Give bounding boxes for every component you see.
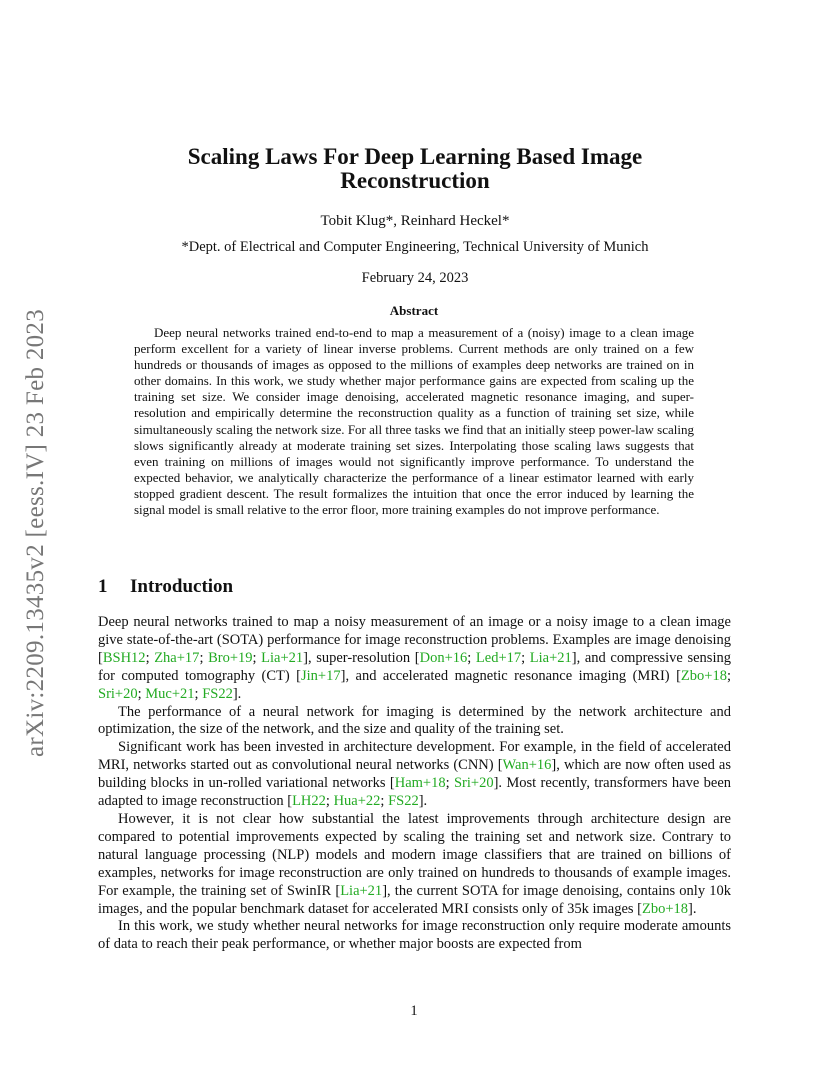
paragraph-3 [98, 739, 731, 811]
text-run: ], super-resolution [ [303, 649, 420, 666]
section-title: Introduction [130, 576, 234, 597]
citation-link[interactable]: Don+16 [419, 649, 468, 666]
citation-link[interactable]: Hua+22 [333, 793, 381, 810]
text-run: ], and compressive sensing for computed tomography (CT) [ [98, 649, 731, 684]
title-line-2: Reconstruction [340, 168, 490, 193]
citation-link[interactable]: LH22 [292, 793, 326, 810]
section-number: 1 [98, 576, 108, 597]
title-line-1: Scaling Laws For Deep Learning Based Image [187, 144, 643, 169]
citation-link[interactable]: Led+17 [475, 649, 522, 666]
publication-date: February 24, 2023 [361, 270, 469, 286]
text-run: Deep neural networks trained to map a noisy measurement of an image or a noisy image to a clean image give state-of-the-art (SOTA) performance for image reconstruction problems. Examples are image denoising [ [98, 614, 731, 666]
separator: ; [445, 775, 454, 792]
text-run: ]. [688, 900, 697, 917]
text-run: ]. Most recently, transformers have been adapted to image reconstruction [ [98, 775, 732, 810]
separator: ; [194, 685, 203, 702]
text-run: ]. [418, 793, 428, 810]
text-run: ], which are now often used as building blocks in un-rolled variational networks [ [98, 757, 732, 792]
citation-link[interactable]: Lia+21 [340, 882, 383, 899]
abstract-heading: Abstract [389, 303, 439, 318]
title-block [100, 145, 730, 287]
citation-link[interactable]: Zbo+18 [680, 667, 727, 684]
separator: ; [145, 649, 155, 666]
separator: ; [199, 649, 209, 666]
separator: ; [467, 649, 476, 666]
affiliation: *Dept. of Electrical and Computer Engineering, Technical University of Munich [181, 239, 649, 255]
page-number: 1 [410, 1003, 418, 1019]
separator: ; [252, 649, 262, 666]
paragraph-5: In this work, we study whether neural networks for image reconstruction only require moderate amounts of data to reach their peak performance, or whether major boosts are expected from [98, 918, 731, 953]
paragraph-2: The performance of a neural network for imaging is determined by the network architecture and optimization, the size of the network, and the size and quality of the training set. [98, 703, 731, 738]
citation-link[interactable]: Muc+21 [145, 685, 195, 702]
arxiv-identifier: arXiv:2209.13435v2 [eess.IV] 23 Feb 2023 [22, 308, 50, 758]
separator: ; [521, 649, 530, 666]
citation-link[interactable]: FS22 [202, 685, 233, 702]
citation-link[interactable]: FS22 [388, 793, 419, 810]
citation-link[interactable]: Sri+20 [98, 685, 138, 702]
citation-link[interactable]: Zbo+18 [641, 900, 689, 917]
citation-link[interactable]: Lia+21 [529, 649, 572, 666]
arxiv-sidebar-stamp [16, 288, 56, 778]
section-heading-introduction [98, 576, 233, 598]
separator: ; [726, 667, 731, 684]
citation-link[interactable]: Lia+21 [261, 649, 304, 666]
citation-link[interactable]: Wan+16 [502, 757, 552, 774]
citation-link[interactable]: Jin+17 [301, 667, 341, 684]
citation-link[interactable]: Sri+20 [453, 775, 494, 792]
text-run: ], and accelerated magnetic resonance imaging (MRI) [ [340, 667, 681, 684]
separator: ; [325, 793, 334, 810]
paragraph-1 [98, 614, 731, 704]
separator: ; [380, 793, 389, 810]
text-run: ]. [232, 685, 242, 702]
body-text [98, 614, 731, 954]
text-run: Significant work has been invested in architecture development. For example, in the field of accelerated MRI, networks started out as convolutional neural networks (CNN) [ [98, 739, 731, 774]
text-run: ], the current SOTA for image denoising, contains only 10k images, and the popular benchmark dataset for accelerated MRI consists only of 35k images [ [98, 882, 731, 917]
paper-title [100, 145, 730, 193]
author-list: Tobit Klug*, Reinhard Heckel* [320, 213, 510, 229]
text-run: However, it is not clear how substantial the latest improvements through architecture design are compared to potential improvements expected by scaling the training set and network size. Contrary to natural language processing (NLP) models and modern image classifiers that are trained on billions of examples, networks for image reconstruction are only trained on hundreds to thousands of example images. For example, the training set of SwinIR [ [98, 810, 731, 899]
abstract [134, 303, 694, 518]
abstract-text: Deep neural networks trained end-to-end to map a measurement of a (noisy) image to a clean image perform excellent for a variety of linear inverse problems. Current methods are only trained on a few hundreds or thousands of images as opposed to the millions of examples deep networks are trained on in other domains. In this work, we study whether major performance gains are expected from scaling up the training set size. We consider image denoising, accelerated magnetic resonance imaging, and super-resolution and empirically determine the reconstruction quality as a function of training set size, while simultaneously scaling the network size. For all three tasks we find that an initially steep power-law scaling slows significantly already at moderate training set sizes. Interpolating those scaling laws suggests that even training on millions of images would not significantly improve performance. To understand the expected behavior, we analytically characterize the performance of a linear estimator learned with early stopped gradient descent. The result formalizes the intuition that once the error induced by learning the signal model is small relative to the error floor, more training examples do not improve performance. [134, 325, 694, 518]
separator: ; [137, 685, 146, 702]
citation-link[interactable]: Bro+19 [208, 649, 253, 666]
citation-link[interactable]: Zha+17 [154, 649, 200, 666]
citation-link[interactable]: Ham+18 [394, 775, 446, 792]
paragraph-4 [98, 811, 731, 918]
citation-link[interactable]: BSH12 [102, 649, 146, 666]
